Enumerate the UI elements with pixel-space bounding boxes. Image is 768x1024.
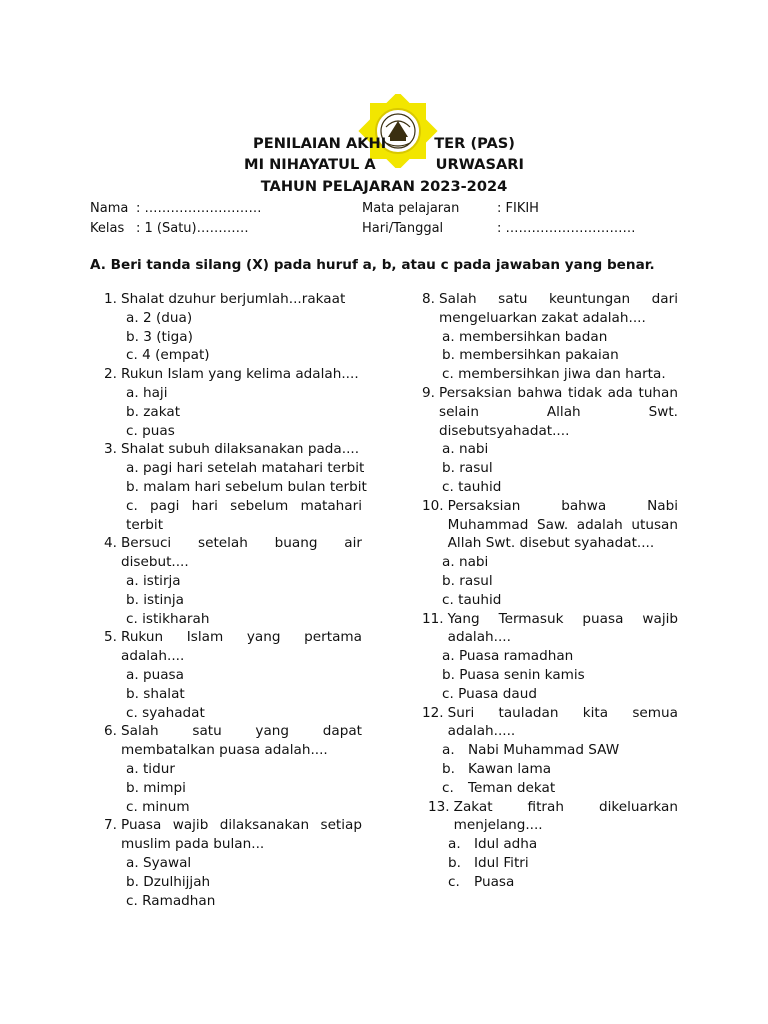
answer-option: a. Syawal: [126, 854, 192, 871]
mapel-value: : FIKIH: [497, 201, 539, 216]
answer-option: c. puas: [126, 422, 175, 439]
answer-option: a. haji: [126, 384, 168, 401]
option-letter: b.: [442, 760, 455, 777]
answer-option: b. zakat: [126, 403, 181, 420]
answer-option: c. syahadat: [126, 704, 205, 721]
answer-option: b. rasul: [442, 460, 493, 477]
question-number: 10.: [422, 497, 444, 514]
answer-option: [428, 854, 678, 873]
question-number: 5.: [104, 629, 117, 646]
question-2: [104, 365, 362, 440]
nama-label: Nama: [90, 201, 129, 216]
question-7: [104, 816, 362, 910]
option-letter: b.: [448, 854, 461, 871]
question-6: [104, 722, 362, 816]
option-letter: a.: [448, 836, 461, 853]
answer-option: b. 3 (tiga): [126, 328, 193, 345]
question-text: Shalat dzuhur berjumlah...rakaat: [120, 291, 346, 307]
title-line-3: TAHUN PELAJARAN 2023-2024: [260, 178, 508, 195]
answer-option: c. membersihkan jiwa dan harta.: [442, 366, 666, 383]
kelas-label: Kelas: [90, 221, 125, 236]
question-text: Persaksian bahwa Nabi Muhammad Saw. adalah utusan Allah Swt. disebut syahadat....: [447, 497, 678, 552]
question-5: [104, 628, 362, 722]
option-letter: c.: [448, 873, 460, 890]
answer-option: [422, 741, 678, 760]
mapel-label: Mata pelajaran: [362, 201, 460, 216]
question-number: 6.: [104, 723, 117, 740]
question-number: 13.: [428, 798, 450, 815]
hari-value: : …………………………: [497, 221, 636, 236]
answer-option: c. tauhid: [442, 591, 502, 608]
question-text: Persaksian bahwa tidak ada tuhan selain Allah Swt. disebutsyahadat....: [438, 384, 678, 439]
option-text: Idul Fitri: [474, 854, 529, 871]
question-11: [422, 610, 678, 704]
question-number: 3.: [104, 441, 117, 458]
answer-option: [428, 873, 678, 892]
answer-option: b. Dzulhijjah: [126, 873, 211, 890]
option-letter: a.: [442, 742, 455, 759]
answer-option: a. pagi hari setelah matahari terbit: [126, 460, 365, 477]
option-text: Kawan lama: [468, 760, 552, 777]
question-number: 8.: [422, 291, 435, 307]
question-4: [104, 534, 362, 628]
question-number: 4.: [104, 535, 117, 552]
answer-option: b. Puasa senin kamis: [442, 666, 585, 683]
question-3: [104, 440, 367, 534]
question-text: Salah satu yang dapat membatalkan puasa adalah....: [120, 723, 362, 759]
question-number: 9.: [422, 384, 435, 401]
answer-option: a. 2 (dua): [126, 309, 193, 326]
answer-option: a. membersihkan badan: [442, 328, 608, 345]
question-text: Salah satu keuntungan dari mengeluarkan zakat adalah....: [438, 291, 678, 326]
answer-option: b. mimpi: [126, 779, 186, 796]
answer-option: a. tidur: [126, 760, 175, 777]
answer-option: c. Ramadhan: [126, 892, 216, 909]
question-text: Shalat subuh dilaksanakan pada....: [120, 441, 360, 458]
answer-option: b. rasul: [442, 572, 493, 589]
option-text: Nabi Muhammad SAW: [468, 742, 620, 759]
answer-option: b. malam hari sebelum bulan terbit: [126, 478, 367, 495]
question-text: Rukun Islam yang pertama adalah....: [120, 629, 362, 665]
title-line-2: MI NIHAYATUL A URWASARI: [244, 156, 524, 173]
answer-option: [422, 760, 678, 779]
question-9: [422, 384, 678, 497]
option-text: Teman dekat: [468, 779, 556, 796]
answer-option: a. puasa: [126, 666, 184, 683]
title-line-1: PENILAIAN AKHI TER (PAS): [253, 135, 515, 152]
question-text: Zakat fitrah dikeluarkan menjelang....: [453, 798, 678, 834]
answer-option: c. istikharah: [126, 610, 210, 627]
question-number: 7.: [104, 817, 117, 834]
option-text: Idul adha: [474, 836, 538, 853]
question-1: [104, 290, 362, 365]
question-number: 11.: [422, 610, 444, 627]
answer-option: c. 4 (empat): [126, 347, 210, 364]
question-number: 1.: [104, 291, 117, 307]
question-text: Yang Termasuk puasa wajib adalah....: [447, 610, 678, 646]
answer-option: c. Puasa daud: [442, 685, 537, 702]
answer-option: a. nabi: [442, 441, 489, 458]
answer-option: b. membersihkan pakaian: [442, 347, 619, 364]
question-number: 12.: [422, 704, 444, 721]
hari-label: Hari/Tanggal: [362, 221, 444, 236]
kelas-value: : 1 (Satu)…………: [136, 221, 249, 236]
answer-option: [428, 835, 678, 854]
answer-option: a. Puasa ramadhan: [442, 648, 574, 665]
question-text: Suri tauladan kita semua adalah.....: [447, 704, 678, 740]
answer-option: b. shalat: [126, 685, 185, 702]
question-number: 2.: [104, 366, 117, 383]
question-text: Puasa wajib dilaksanakan setiap muslim pada bulan...: [120, 817, 362, 853]
answer-option: [422, 779, 678, 798]
section-a-instruction: A. Beri tanda silang (X) pada huruf a, b, atau c pada jawaban yang benar.: [90, 257, 655, 273]
question-text: Bersuci setelah buang air disebut....: [120, 535, 362, 571]
option-letter: c.: [442, 779, 454, 796]
question-8: [422, 290, 678, 384]
answer-option: a. istirja: [126, 572, 181, 589]
questions-right-column: [422, 290, 678, 892]
answer-option: c. minum: [126, 798, 190, 815]
answer-option: c. tauhid: [442, 478, 502, 495]
question-13: [428, 798, 678, 892]
answer-option: a. nabi: [442, 554, 489, 571]
question-12: [422, 704, 678, 798]
question-text: Rukun Islam yang kelima adalah....: [120, 366, 359, 383]
option-text: Puasa: [474, 873, 515, 890]
nama-value: : ………………………: [136, 201, 262, 216]
answer-option: b. istinja: [126, 591, 184, 608]
questions-left-column: [104, 290, 367, 910]
answer-option: c. pagi hari sebelum matahari terbit: [126, 497, 362, 533]
question-10: [422, 497, 678, 610]
